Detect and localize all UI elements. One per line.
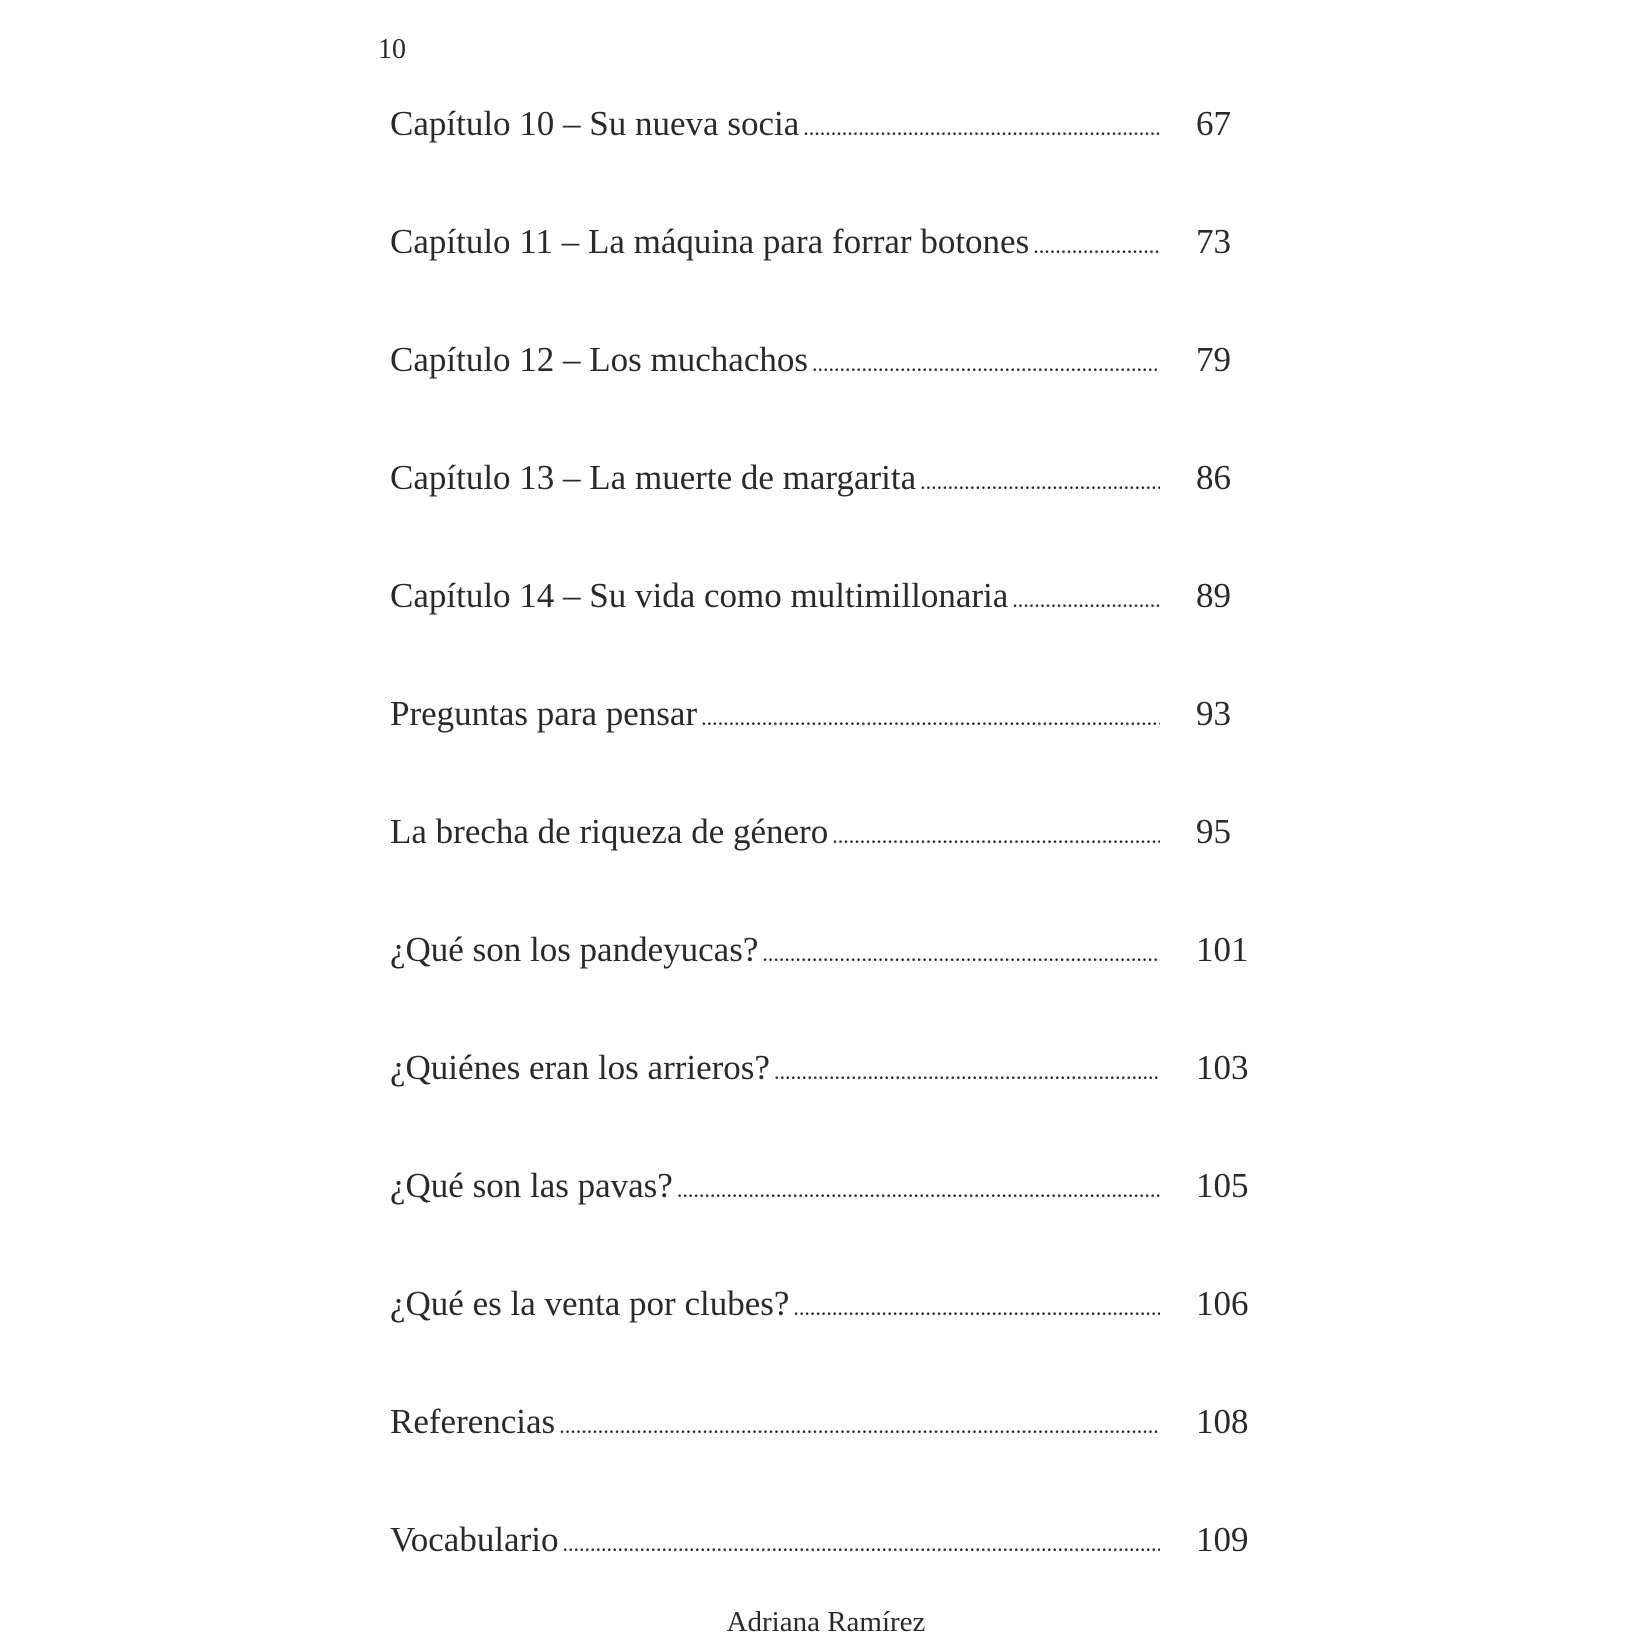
toc-entry[interactable] [390, 1048, 1250, 1166]
toc-entry-page: 106 [1196, 1284, 1249, 1323]
toc-entry[interactable] [390, 458, 1250, 576]
toc-dot-leader [803, 104, 1160, 144]
toc-entry[interactable] [390, 104, 1250, 222]
toc-entry[interactable] [390, 340, 1250, 458]
toc-entry-page: 101 [1196, 930, 1249, 969]
toc-entry-page: 95 [1196, 812, 1231, 851]
toc-dot-leader [559, 1402, 1160, 1442]
toc-entry-title: Capítulo 14 – Su vida como multimillonaria [390, 576, 1009, 615]
toc-dot-leader [812, 340, 1160, 380]
toc-entry-page: 108 [1196, 1402, 1249, 1441]
toc-entry-title: Referencias [390, 1402, 556, 1441]
toc-entry-page: 79 [1196, 340, 1231, 379]
toc-entry-page: 105 [1196, 1166, 1249, 1205]
toc-dot-leader [793, 1284, 1160, 1324]
toc-entry-title: ¿Qué son los pandeyucas? [390, 930, 759, 969]
toc-entry-title: Vocabulario [390, 1520, 559, 1559]
toc-entry-title: ¿Quiénes eran los arrieros? [390, 1048, 770, 1087]
toc-entry[interactable] [390, 222, 1250, 340]
toc-entry-title: La brecha de riqueza de género [390, 812, 829, 851]
toc-dot-leader [832, 812, 1160, 852]
toc-entry[interactable] [390, 1402, 1250, 1520]
toc-dot-leader [762, 930, 1160, 970]
toc-dot-leader [920, 458, 1160, 498]
page-number: 10 [378, 34, 406, 65]
toc-dot-leader [774, 1048, 1160, 1088]
toc-dot-leader [701, 694, 1160, 734]
toc-entry-page: 93 [1196, 694, 1231, 733]
footer-author: Adriana Ramírez [726, 1606, 926, 1638]
toc-entry-page: 109 [1196, 1520, 1249, 1559]
toc-entry[interactable] [390, 576, 1250, 694]
toc-dot-leader [1033, 222, 1160, 262]
toc-entry[interactable] [390, 812, 1250, 930]
toc-dot-leader [1012, 576, 1160, 616]
toc-entry-page: 89 [1196, 576, 1231, 615]
toc-entry[interactable] [390, 694, 1250, 812]
toc-entry-title: Capítulo 10 – Su nueva socia [390, 104, 800, 143]
running-head [0, 0, 1652, 6]
toc-entry[interactable] [390, 930, 1250, 1048]
toc-entry-page: 103 [1196, 1048, 1249, 1087]
toc-dot-leader [562, 1520, 1160, 1560]
toc-entry-title: Capítulo 12 – Los muchachos [390, 340, 809, 379]
toc-entry[interactable] [390, 1284, 1250, 1402]
toc-entry-title: ¿Qué son las pavas? [390, 1166, 673, 1205]
toc-entry-title: ¿Qué es la venta por clubes? [390, 1284, 790, 1323]
toc-dot-leader [677, 1166, 1160, 1206]
toc-entry-title: Preguntas para pensar [390, 694, 698, 733]
toc-entry-page: 67 [1196, 104, 1231, 143]
toc-entry-page: 86 [1196, 458, 1231, 497]
toc-entry-title: Capítulo 13 – La muerte de margarita [390, 458, 917, 497]
table-of-contents [390, 104, 1250, 1638]
toc-entry[interactable] [390, 1166, 1250, 1284]
toc-entry-title: Capítulo 11 – La máquina para forrar botones [390, 222, 1030, 261]
toc-entry-page: 73 [1196, 222, 1231, 261]
